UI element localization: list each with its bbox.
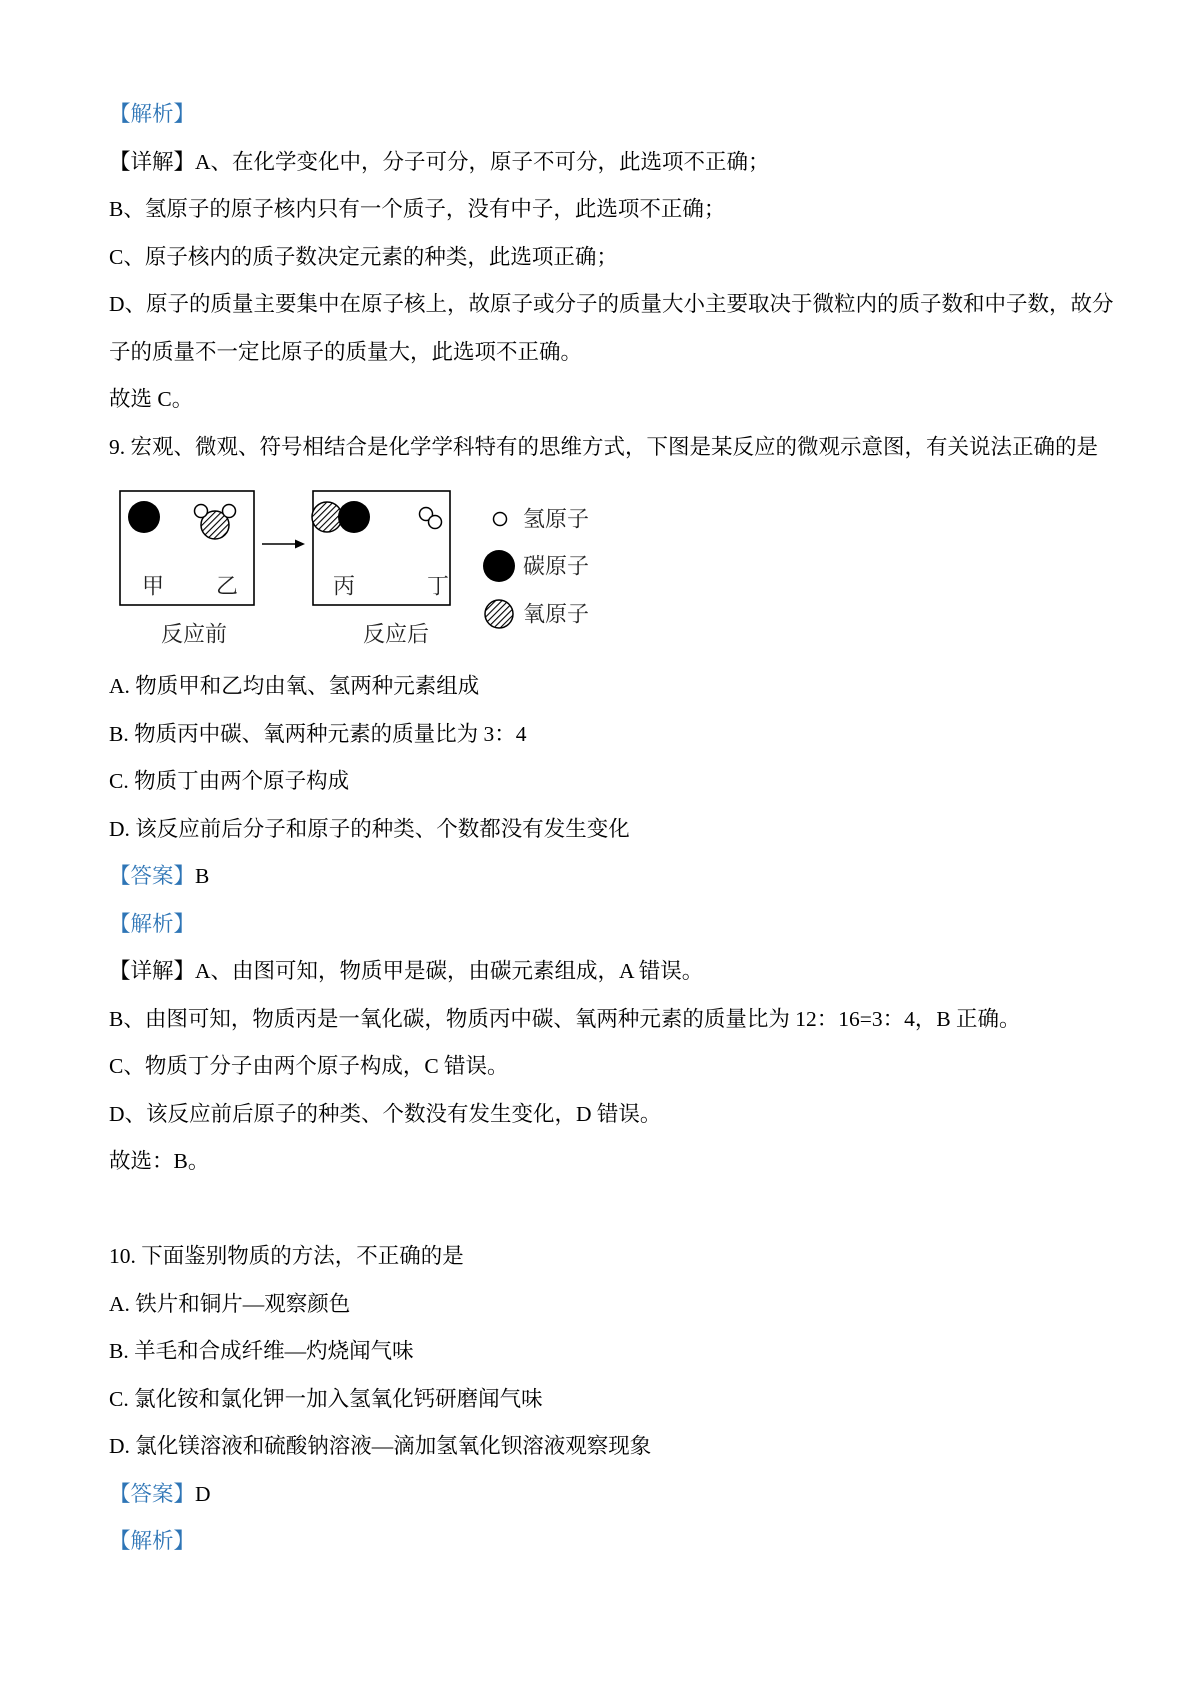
answer-value: D	[195, 1481, 211, 1506]
q8-detail-line-a	[109, 139, 1109, 187]
oxygen-atom-icon	[485, 600, 513, 628]
analysis-tag: 【解析】	[109, 102, 196, 126]
q10-option-a: A. 铁片和铜片—观察颜色	[109, 1291, 351, 1316]
reaction-diagram-svg	[109, 471, 599, 663]
jia-carbon-atom	[128, 501, 160, 533]
question-8-explanation	[109, 91, 1114, 424]
detail-text: A、在化学变化中，分子可分，原子不可分，此选项不正确；	[195, 149, 770, 174]
question-10	[109, 1233, 1109, 1566]
q10-option-b: B. 羊毛和合成纤维—灼烧闻气味	[109, 1339, 414, 1363]
label-yi: 乙	[215, 573, 239, 599]
q9-conclusion: 故选：B。	[109, 1149, 210, 1173]
hydrogen-atom-icon	[494, 513, 507, 526]
q10-option-d: D. 氯化镁溶液和硫酸钠溶液—滴加氢氧化钡溶液观察现象	[109, 1434, 652, 1458]
q10-analysis-heading	[109, 1518, 1109, 1566]
q10-option-c: C. 氯化铵和氯化钾一加入氢氧化钙研磨闻气味	[109, 1386, 543, 1411]
reaction-arrow-head-icon	[295, 540, 305, 549]
q8-detail-line-c: C、原子核内的质子数决定元素的种类，此选项正确；	[109, 244, 618, 269]
q8-detail-line-d2: 子的质量不一定比原子的质量大，此选项不正确。	[109, 339, 583, 364]
legend-hydrogen-label: 氢原子	[522, 506, 590, 532]
legend-oxygen-label: 氧原子	[522, 601, 590, 627]
blank-line	[109, 1186, 1109, 1234]
q9-detail-line-d: D、该反应前后原子的种类、个数没有发生变化，D 错误。	[109, 1101, 662, 1126]
question-9	[109, 424, 1109, 1186]
after-reaction-caption: 反应后	[362, 621, 430, 647]
yi-hydrogen-atom-right	[223, 505, 236, 518]
label-jia: 甲	[141, 573, 165, 599]
answer-tag: 【答案】	[109, 1481, 196, 1506]
q8-detail-line-b: B、氢原子的原子核内只有一个质子，没有中子，此选项不正确；	[109, 197, 726, 221]
label-ding: 丁	[426, 573, 450, 599]
q9-detail-line-c: C、物质丁分子由两个原子构成，C 错误。	[109, 1054, 509, 1078]
q9-answer	[109, 853, 1109, 901]
yi-hydrogen-atom-left	[195, 505, 208, 518]
answer-value: B	[195, 864, 210, 888]
before-reaction-caption: 反应前	[160, 621, 228, 647]
detail-tag: 【详解】	[109, 149, 196, 174]
q10-stem: 10. 下面鉴别物质的方法，不正确的是	[109, 1244, 464, 1268]
q9-option-b: B. 物质丙中碳、氧两种元素的质量比为 3：4	[109, 721, 527, 746]
q8-conclusion: 故选 C。	[109, 387, 194, 411]
bing-oxygen-atom	[312, 502, 342, 532]
carbon-atom-icon	[483, 550, 515, 582]
q8-detail-line-d1: D、原子的质量主要集中在原子核上，故原子或分子的质量大小主要取决于微粒内的质子数和中子数，故分	[109, 292, 1114, 316]
document-body	[109, 91, 1114, 1566]
analysis-tag: 【解析】	[109, 1529, 196, 1553]
answer-tag: 【答案】	[109, 864, 196, 888]
legend-carbon-label: 碳原子	[522, 553, 590, 579]
detail-tag: 【详解】	[109, 959, 196, 983]
q9-analysis-heading	[109, 901, 1109, 949]
q9-option-d: D. 该反应前后分子和原子的种类、个数都没有发生变化	[109, 816, 630, 841]
q9-detail-line-b: B、由图可知，物质丙是一氧化碳，物质丙中碳、氧两种元素的质量比为 12：16=3：4，B 正确。	[109, 1006, 1021, 1031]
ding-hydrogen-atom-2	[429, 516, 442, 529]
q9-stem: 9. 宏观、微观、符号相结合是化学学科特有的思维方式，下图是某反应的微观示意图，有关说法正确的是	[109, 434, 1099, 459]
detail-text: A、由图可知，物质甲是碳，由碳元素组成，A 错误。	[195, 959, 704, 983]
bing-carbon-atom	[338, 501, 370, 533]
q8-analysis-heading	[109, 91, 1109, 139]
q9-option-c: C. 物质丁由两个原子构成	[109, 769, 350, 793]
q9-option-a: A. 物质甲和乙均由氧、氢两种元素组成	[109, 674, 480, 698]
reaction-micro-diagram	[109, 471, 1109, 663]
q9-detail-line-a	[109, 948, 1109, 996]
q10-answer	[109, 1471, 1109, 1519]
label-bing: 丙	[332, 573, 356, 599]
analysis-tag: 【解析】	[109, 911, 196, 936]
